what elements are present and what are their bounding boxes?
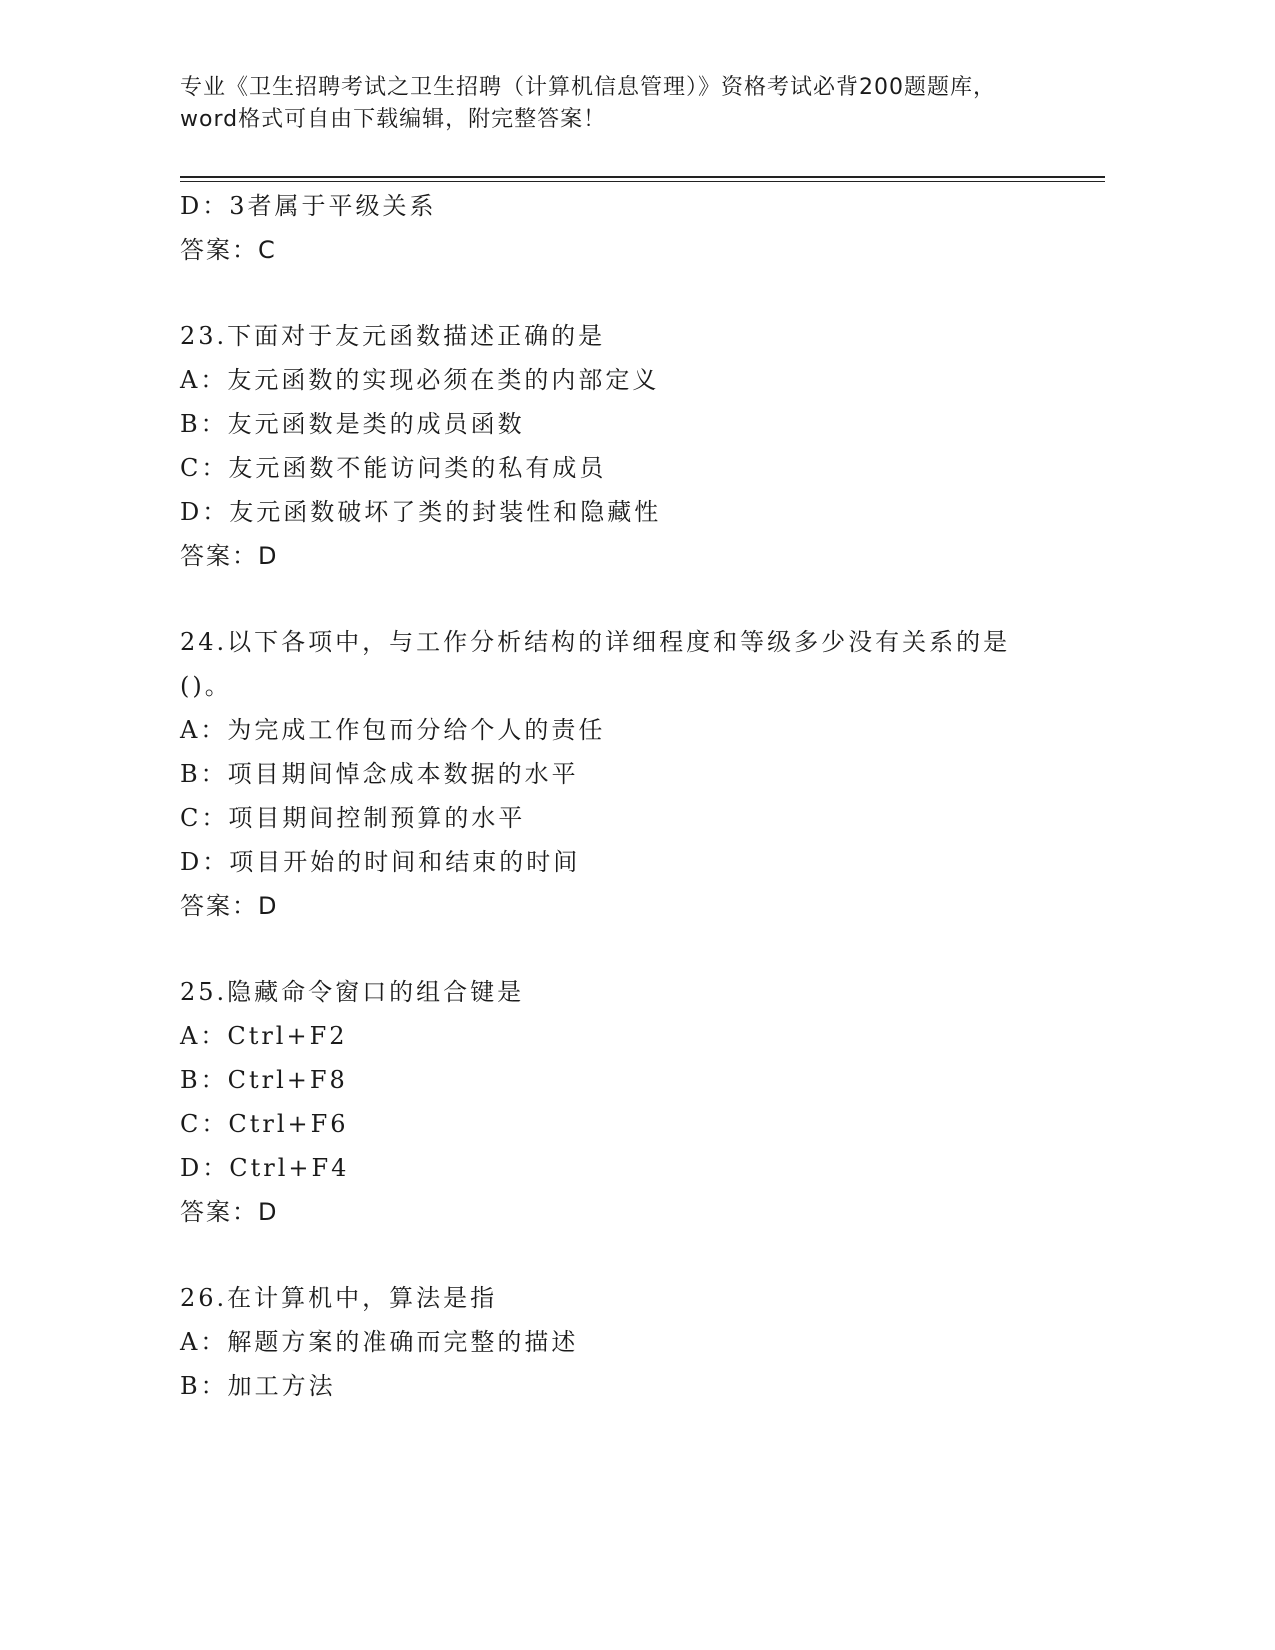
answer: 答案：C (180, 236, 277, 264)
option-c: C：Ctrl+F6 (180, 1110, 349, 1138)
option-d: D：项目开始的时间和结束的时间 (180, 848, 581, 876)
option-d: D：Ctrl+F4 (180, 1154, 350, 1182)
question-stem: 25.隐藏命令窗口的组合键是 (180, 978, 525, 1006)
question-stem: 24.以下各项中，与工作分析结构的详细程度和等级多少没有关系的是 (180, 628, 1011, 656)
header-line-2: word格式可自由下载编辑，附完整答案！ (180, 107, 607, 132)
answer: 答案：D (180, 1198, 279, 1226)
option-d: D：3者属于平级关系 (180, 192, 437, 220)
option-a: A：解题方案的准确而完整的描述 (180, 1328, 579, 1356)
question-25 (180, 970, 1100, 1234)
header-divider-thin (180, 181, 1105, 182)
question-stem-continued: ()。 (180, 672, 232, 700)
option-b: B：项目期间悼念成本数据的水平 (180, 760, 579, 788)
document-body (180, 184, 1100, 1408)
question-23 (180, 314, 1100, 578)
option-b: B：Ctrl+F8 (180, 1066, 348, 1094)
question-stem: 26.在计算机中，算法是指 (180, 1284, 498, 1312)
question-26 (180, 1276, 1100, 1408)
option-a: A：友元函数的实现必须在类的内部定义 (180, 366, 660, 394)
question-stem: 23.下面对于友元函数描述正确的是 (180, 322, 606, 350)
option-a: A：为完成工作包而分给个人的责任 (180, 716, 606, 744)
header-divider (180, 176, 1105, 178)
question-24 (180, 620, 1100, 928)
option-b: B：加工方法 (180, 1372, 336, 1400)
answer: 答案：D (180, 542, 279, 570)
option-d: D：友元函数破坏了类的封装性和隐藏性 (180, 498, 662, 526)
option-c: C：项目期间控制预算的水平 (180, 804, 526, 832)
option-c: C：友元函数不能访问类的私有成员 (180, 454, 607, 482)
option-a: A：Ctrl+F2 (180, 1022, 348, 1050)
option-b: B：友元函数是类的成员函数 (180, 410, 525, 438)
answer: 答案：D (180, 892, 279, 920)
header-line-1: 专业《卫生招聘考试之卫生招聘（计算机信息管理）》资格考试必背200题题库， (180, 75, 996, 100)
document-header (180, 72, 1080, 136)
